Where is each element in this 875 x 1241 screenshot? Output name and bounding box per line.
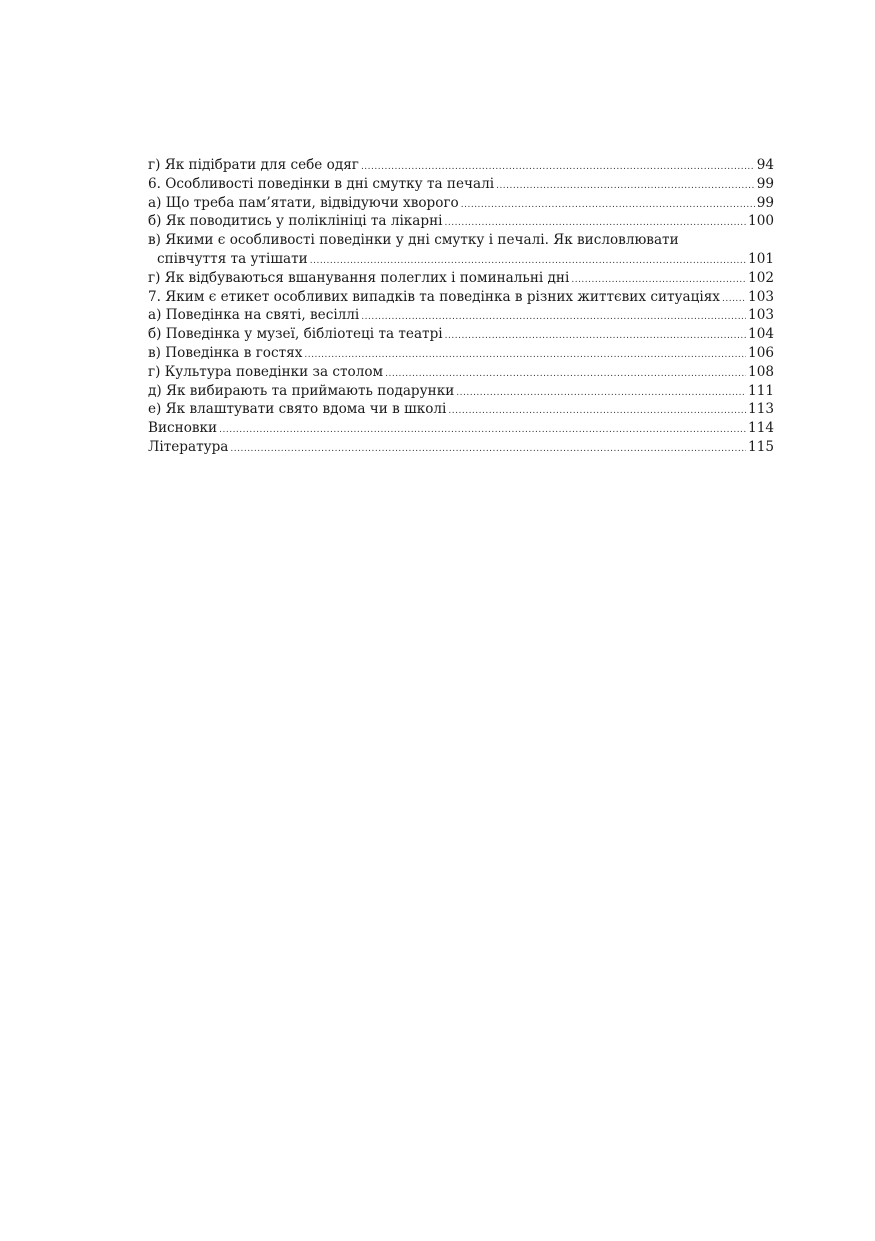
toc-entry-title: г) Як відбуваються вшанування полеглих і поминальні дні [148,269,570,286]
toc-entry-continuation [148,250,774,269]
toc-entry-page: 94 [756,157,774,173]
toc-entry [148,175,774,194]
toc-entry-page: 103 [748,288,774,305]
toc-entry-title: е) Як влаштувати свято вдома чи в школі [148,401,447,418]
toc-entry-page: 115 [748,438,774,455]
toc-entry-page: 101 [748,250,774,267]
dot-leader [722,288,746,309]
toc-entry [148,288,774,307]
toc-entry-title: г) Культура поведінки за столом [148,363,384,380]
toc-entry-title: б) Поведінка у музеї, бібліотеці та театрі [148,326,443,343]
dot-leader [456,382,746,403]
toc-entry-title-continued: співчуття та утішати [157,250,308,267]
toc-entry-page: 102 [748,269,774,286]
dot-leader [361,156,755,177]
dot-leader [361,306,746,327]
toc-entry-page: 111 [748,382,774,399]
dot-leader [448,400,746,421]
dot-leader [445,325,746,346]
toc-entry-title: а) Поведінка на святі, весіллі [148,307,360,324]
toc-entry [148,212,774,231]
toc-entry [148,325,774,344]
toc-entry-page: 103 [748,307,774,324]
toc-entry [148,194,774,213]
toc-entry-title: а) Що треба пам’ятати, відвідуючи хворого [148,194,459,211]
dot-leader [230,438,746,459]
table-of-contents [148,156,774,457]
toc-entry-page: 99 [756,175,774,192]
toc-entry-page: 108 [748,363,774,380]
toc-entry-title: д) Як вибирають та приймають подарунки [148,382,455,399]
toc-entry-page: 100 [748,213,774,230]
toc-entry-title: 6. Особливості поведінки в дні смутку та печалі [148,175,495,192]
dot-leader [310,250,746,271]
toc-entry [148,156,774,175]
toc-entry [148,382,774,401]
dot-leader [496,175,755,196]
toc-entry [148,231,774,269]
dot-leader [571,269,746,290]
toc-entry-title: Висновки [148,420,218,437]
toc-entry-title: г) Як підібрати для себе одяг [148,157,359,173]
toc-entry [148,400,774,419]
toc-entry [148,344,774,363]
dot-leader [385,363,746,384]
toc-entry-title: 7. Яким є етикет особливих випадків та поведінка в різних життєвих ситуаціях [148,288,720,305]
toc-entry [148,438,774,457]
toc-entry [148,419,774,438]
toc-entry [148,363,774,382]
toc-entry [148,306,774,325]
toc-entry-page: 113 [748,401,774,418]
toc-entry-title: в) Поведінка в гостях [148,344,303,361]
toc-entry-page: 106 [748,344,774,361]
toc-entry-page: 114 [748,420,774,437]
toc-entry-page: 104 [748,326,774,343]
toc-entry-title: б) Як поводитись у поліклініці та лікарні [148,213,443,230]
dot-leader [304,344,746,365]
toc-entry-page: 99 [756,194,774,211]
dot-leader [219,419,746,440]
toc-entry-title: Література [148,438,229,455]
toc-entry-title: в) Якими є особливості поведінки у дні смутку і печалі. Як висловлювати [148,232,679,249]
dot-leader [461,194,755,215]
dot-leader [445,212,747,233]
toc-entry [148,269,774,288]
